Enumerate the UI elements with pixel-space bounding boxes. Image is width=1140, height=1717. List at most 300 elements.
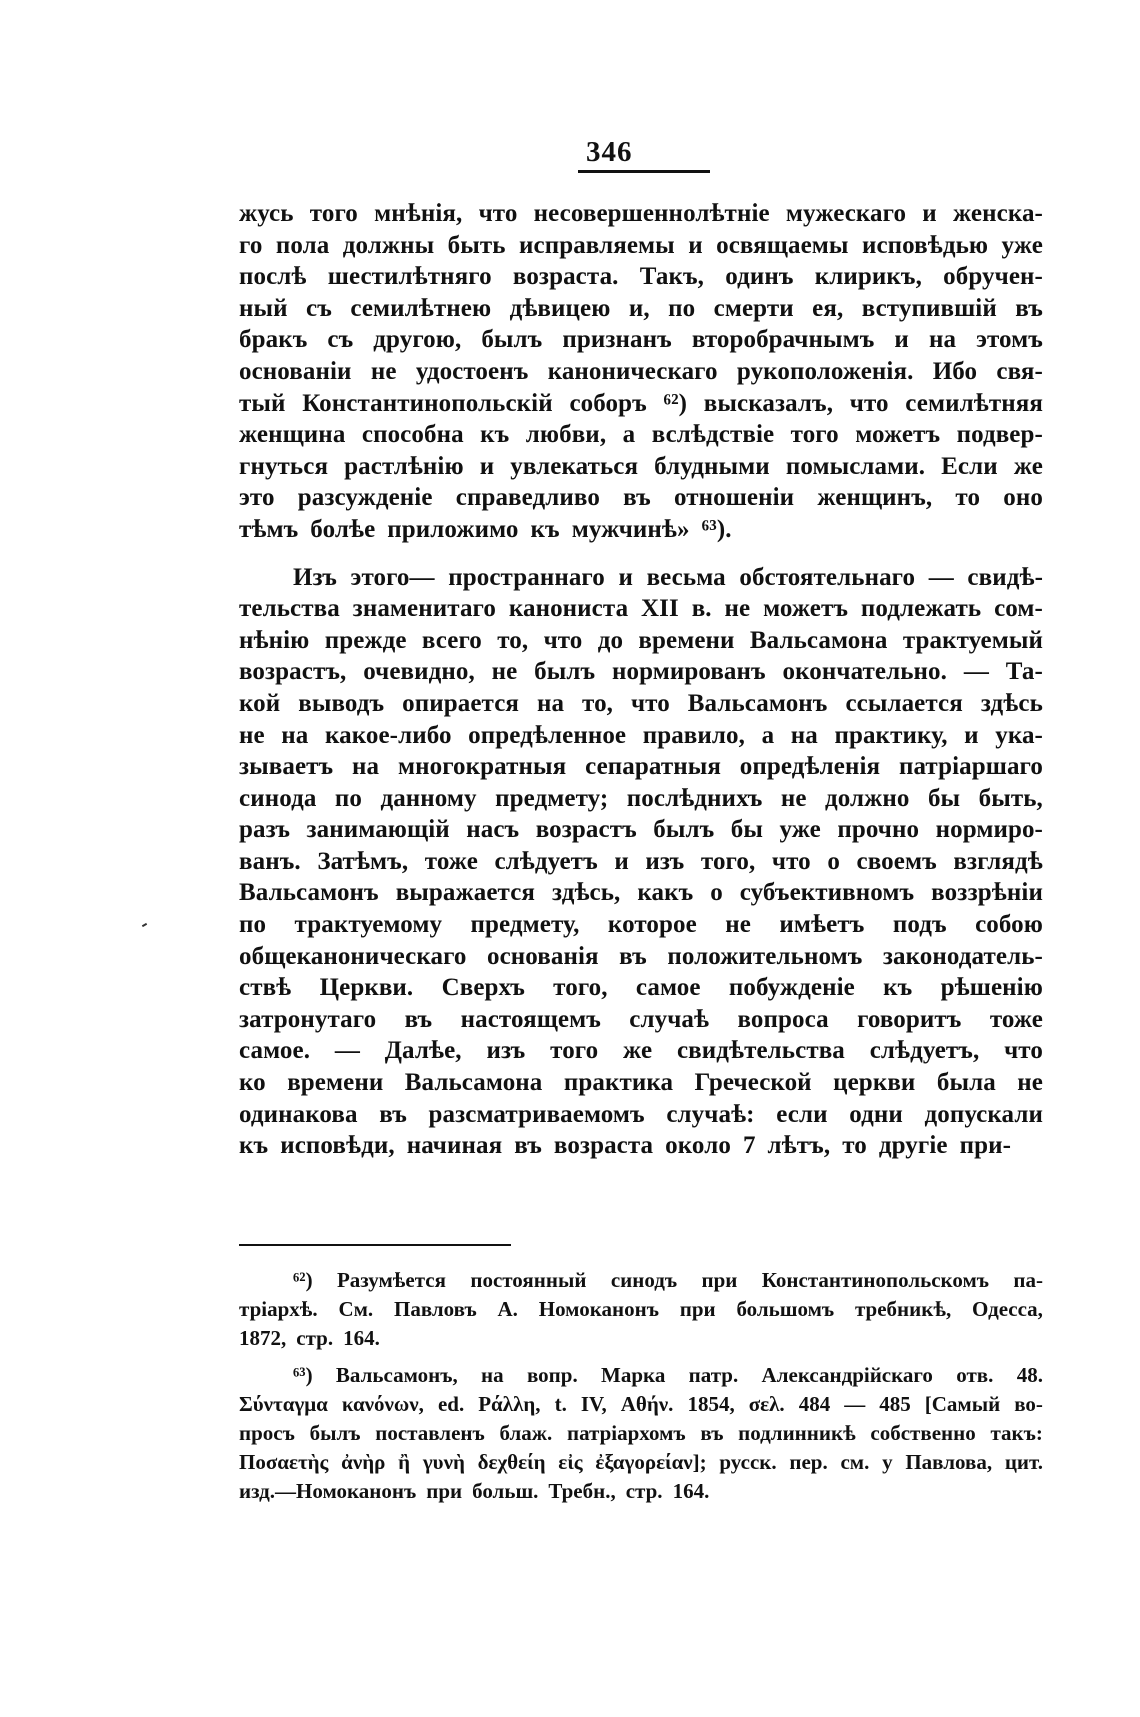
word: Ράλλη, (478, 1392, 541, 1416)
word: 485 (879, 1392, 911, 1416)
word: мнѣнія, (374, 200, 463, 227)
word: t. (554, 1392, 567, 1416)
word: исповѣдью (861, 231, 989, 259)
word: насъ (466, 816, 520, 844)
text-line (239, 390, 1043, 422)
word: нѣнію (239, 626, 310, 654)
word: и, (628, 294, 650, 322)
main-text (239, 200, 1043, 1164)
word: подъ (892, 911, 947, 939)
word: возрастъ (535, 816, 637, 844)
word: Если (941, 452, 998, 480)
word: Церкви. (319, 974, 414, 1002)
text-line (239, 263, 1043, 295)
word: изъ (645, 847, 685, 875)
text-line (239, 911, 1043, 943)
word: подлежать (860, 595, 982, 623)
text-line (239, 1132, 1043, 1164)
word: начиная (406, 1132, 503, 1160)
word: что (543, 626, 583, 654)
text-line (239, 943, 1043, 975)
word: къ (480, 421, 510, 449)
word: бы (927, 784, 961, 812)
word: Номоканонъ (538, 1297, 659, 1321)
word: говоритъ (857, 1005, 962, 1033)
word: законодатель- (882, 942, 1043, 970)
word: помыслами. (785, 452, 926, 480)
word: это (239, 484, 275, 512)
word: стр. (625, 1479, 663, 1503)
word: разсужденіе (297, 484, 433, 512)
word: ванъ. (239, 847, 301, 875)
word: вступившій (861, 294, 997, 322)
word: тый (239, 389, 286, 417)
word: и (614, 847, 629, 875)
word: данному (380, 784, 477, 812)
word: затронутаго (239, 1005, 377, 1033)
page-number-underline (578, 170, 710, 173)
word: приложимо (387, 515, 519, 543)
word: многократныя (397, 753, 567, 781)
word: пола (275, 231, 330, 259)
word: и (688, 231, 703, 259)
word: случаѣ (629, 1005, 710, 1033)
word: женска- (953, 200, 1043, 227)
word: послѣднихъ (626, 784, 763, 812)
word: одинъ (725, 263, 794, 291)
word: всего (421, 626, 482, 654)
word: См. (338, 1297, 374, 1321)
word: предмету; (495, 784, 609, 812)
word: пространнаго (448, 563, 605, 591)
word: основаніи (239, 357, 352, 385)
word: εἰς (558, 1450, 583, 1474)
word: быть (447, 231, 506, 259)
word: положительномъ (667, 942, 863, 970)
word: XII (641, 595, 679, 623)
word: можетъ (855, 421, 941, 449)
word: что (478, 200, 518, 227)
footnote-separator (239, 1244, 511, 1246)
word: Вальсамона (749, 626, 888, 654)
word: по (239, 911, 267, 939)
word: синода (239, 784, 317, 812)
word: свидѣ- (967, 563, 1043, 591)
word: клирикъ, (814, 263, 922, 291)
text-line (239, 658, 1043, 690)
word: Разумѣется (336, 1268, 446, 1292)
word: способна (361, 421, 464, 449)
word: и (964, 721, 979, 749)
text-line (239, 595, 1043, 627)
word: на (481, 1363, 504, 1387)
word: постоянный (470, 1268, 587, 1292)
word: ed. (437, 1392, 465, 1416)
word: тельства (239, 595, 340, 623)
word: ⁶²) (663, 389, 688, 417)
word: занимающій (306, 816, 450, 844)
word: Павловъ (393, 1297, 477, 1321)
word: опредѣленія (739, 753, 881, 781)
word: Греческой (694, 1069, 812, 1097)
word: сепаратныя (585, 753, 721, 781)
word: — (963, 658, 989, 686)
word: κανόνων, (341, 1392, 424, 1416)
word: былъ (309, 1421, 361, 1445)
word: которое (607, 911, 697, 939)
word: у (882, 1450, 893, 1474)
word: — (334, 1037, 360, 1065)
word: ⁶²) (293, 1268, 313, 1292)
word: то, (582, 689, 614, 717)
word: цит. (1004, 1450, 1043, 1474)
word: Константинопольскій (302, 389, 553, 417)
word: δεχθείη (477, 1450, 546, 1474)
word: второбрачнымъ (691, 326, 875, 354)
word: ⁶³). (701, 515, 732, 543)
word: во- (1014, 1392, 1043, 1416)
word: настоящемъ (460, 1005, 601, 1033)
word: Марка (601, 1363, 666, 1387)
word: IV, (580, 1392, 607, 1416)
word: быть, (978, 784, 1043, 812)
word: собственно (870, 1421, 976, 1445)
word: подвер- (956, 421, 1043, 449)
word: въ (514, 1132, 542, 1160)
word: окончательно. (782, 658, 948, 686)
word: а (622, 421, 636, 449)
word: если (776, 1100, 828, 1128)
word: несовершеннолѣтніе (533, 200, 770, 227)
word: каноническаго (547, 357, 718, 385)
word: на (928, 326, 957, 354)
word: требникѣ, (854, 1297, 952, 1321)
word: съ (327, 326, 354, 354)
footnote-63-line (239, 1421, 1043, 1450)
word: то, (497, 626, 529, 654)
text-line (239, 753, 1043, 785)
word: самое. (239, 1037, 311, 1065)
word: и (894, 326, 909, 354)
word: А. (497, 1297, 518, 1321)
footnote-62-line (239, 1297, 1043, 1326)
word: былъ (481, 326, 543, 354)
word: Ποσαετὴς (239, 1450, 329, 1474)
word: должны (342, 231, 435, 259)
word: ⁶³) (293, 1363, 313, 1387)
text-line (239, 1101, 1043, 1133)
word: что (630, 689, 670, 717)
word: въ (619, 942, 647, 970)
word: Σύνταγμα (239, 1392, 328, 1416)
word: семилѣтнею (350, 294, 492, 322)
footnote-gap (239, 1355, 1043, 1363)
word: случаѣ: (666, 1100, 755, 1128)
word: здѣсь, (552, 879, 621, 907)
word: предмету, (470, 911, 580, 939)
word: взглядѣ (953, 847, 1043, 875)
text-line (239, 484, 1043, 516)
word: прочно (837, 816, 920, 844)
word: разъ (239, 816, 290, 844)
word: — (844, 1392, 866, 1416)
word: о (710, 879, 723, 907)
word: 1854, (687, 1392, 735, 1416)
word: основанія (487, 942, 599, 970)
word: послѣ (239, 263, 307, 291)
word: же (623, 1037, 653, 1065)
word: Александрійскаго (761, 1363, 933, 1387)
word: слѣдуетъ, (869, 1037, 980, 1065)
word: въ (404, 1005, 433, 1033)
word: былъ (653, 816, 715, 844)
footnote-63-line (239, 1392, 1043, 1421)
text-line (239, 232, 1043, 264)
word: возраста (553, 1132, 654, 1160)
word: патріаршаго (898, 753, 1043, 781)
text-line (239, 848, 1043, 880)
text-line (239, 326, 1043, 358)
word: Сверхъ (441, 974, 525, 1002)
word: сом- (994, 595, 1043, 623)
word: ἀνὴρ (341, 1450, 386, 1474)
word: большомъ (736, 1297, 835, 1321)
word: освящаемы (716, 231, 849, 259)
word: практика (563, 1069, 674, 1097)
word: въ (700, 1421, 724, 1445)
word: пер. (789, 1450, 828, 1474)
word: другою, (373, 326, 462, 354)
word: подлинникѣ (738, 1421, 856, 1445)
word: ἐξαγορείαν]; (595, 1450, 707, 1474)
word: къ (530, 515, 560, 543)
word: того, (700, 847, 756, 875)
word: до (597, 626, 624, 654)
text-line (239, 816, 1043, 848)
word: при (426, 1479, 463, 1503)
word: патр. (688, 1363, 739, 1387)
word: опирается (402, 689, 520, 717)
word: и (618, 563, 633, 591)
word: не (724, 595, 751, 623)
word: разсматриваемомъ (428, 1100, 645, 1128)
word: трактуемому (294, 911, 443, 939)
word: при (701, 1268, 738, 1292)
text-line (239, 358, 1043, 390)
word: къ (883, 974, 913, 1002)
word: знаменитаго (352, 595, 496, 623)
word: самое (635, 974, 701, 1002)
word: женщина (239, 421, 346, 449)
word: не (1017, 1069, 1043, 1097)
text-line (239, 453, 1043, 485)
word: того (790, 421, 839, 449)
word: не (725, 911, 751, 939)
word: былъ (534, 658, 596, 686)
word: исправляемы (519, 231, 675, 259)
word: не (239, 721, 265, 749)
word: практику, (834, 721, 948, 749)
word: обстоятельнаго (739, 563, 916, 591)
word: мужескаго (785, 200, 907, 227)
word: же (1013, 452, 1043, 480)
word: — (928, 563, 954, 591)
word: изд.—Номоканонъ (239, 1479, 417, 1503)
word: не (491, 658, 518, 686)
word: своемъ (856, 847, 937, 875)
word: и (922, 200, 937, 227)
word: бракъ (239, 326, 308, 354)
word: тріархѣ. (239, 1297, 318, 1321)
word: Требн., (548, 1479, 616, 1503)
word: Αθήν. (620, 1392, 674, 1416)
word: русск. (719, 1450, 777, 1474)
word: этого— (350, 563, 435, 591)
word: была (936, 1069, 996, 1097)
word: одинакова (239, 1100, 358, 1128)
word: обручен- (943, 263, 1043, 291)
word: 164. (343, 1326, 380, 1350)
word: что (1004, 1037, 1043, 1065)
word: стр. (296, 1326, 334, 1350)
word: одни (849, 1100, 903, 1128)
word: дѣвицею (509, 294, 611, 322)
word: вопр. (526, 1363, 578, 1387)
word: на (790, 721, 818, 749)
footnote-62-line (239, 1268, 1043, 1297)
word: высказалъ, (703, 389, 834, 417)
word: побужденіе (728, 974, 855, 1002)
word: на (536, 689, 565, 717)
word: ко (239, 1069, 266, 1097)
word: изъ (486, 1037, 526, 1065)
word: то (842, 1132, 867, 1160)
word: Ибо (932, 357, 978, 385)
word: поставленъ (375, 1421, 485, 1445)
word: справедливо (455, 484, 600, 512)
word: признанъ (562, 326, 672, 354)
word: оно (1003, 484, 1043, 512)
word: синодъ (610, 1268, 678, 1292)
word: о (827, 847, 840, 875)
word: гнуться (239, 452, 329, 480)
word: Та- (1005, 658, 1043, 686)
footnotes (239, 1268, 1043, 1508)
word: рукоположенія. (736, 357, 914, 385)
word: женщинъ, (817, 484, 933, 512)
word: отв. (956, 1363, 994, 1387)
word: около (665, 1132, 731, 1160)
word: γυνὴ (422, 1450, 465, 1474)
word: вслѣдствіе (651, 421, 775, 449)
word: ея, (812, 294, 844, 322)
word: должно (825, 784, 910, 812)
word: 484 (798, 1392, 831, 1416)
word: допускали (924, 1100, 1043, 1128)
word: см. (840, 1450, 870, 1474)
word: слѣдуетъ (494, 847, 598, 875)
word: Вальсамона (404, 1069, 543, 1097)
word: [Самый (924, 1392, 1001, 1416)
word: трактуемый (902, 626, 1043, 654)
word: нормиро- (935, 816, 1043, 844)
word: опредѣленное (468, 721, 627, 749)
word: па- (1013, 1268, 1043, 1292)
word: растлѣнію (344, 452, 464, 480)
word: уже (779, 816, 821, 844)
text-line (239, 627, 1043, 659)
word: воззрѣніи (931, 879, 1043, 907)
word: этомъ (976, 326, 1043, 354)
footnote-63-line (239, 1450, 1043, 1479)
word: уже (1001, 231, 1043, 259)
text-line (239, 1006, 1043, 1038)
word: того (309, 200, 358, 227)
word: общеканоническаго (239, 942, 467, 970)
word: Одесса, (972, 1297, 1043, 1321)
word: в. (691, 595, 712, 623)
word: какъ (637, 879, 694, 907)
word: нормированъ (611, 658, 766, 686)
word: въ (379, 1100, 407, 1128)
word: зываетъ (239, 753, 334, 781)
footnote-62-line (239, 1326, 1043, 1355)
word: въ (623, 484, 651, 512)
word: собою (975, 911, 1043, 939)
word: Изъ (293, 563, 337, 591)
word: ука- (995, 721, 1043, 749)
word: шестилѣтняго (327, 263, 492, 291)
word: какое-либо (324, 721, 452, 749)
word: Далѣе, (384, 1037, 462, 1065)
word: прежде (324, 626, 407, 654)
word: очевидно, (363, 658, 475, 686)
word: удостоенъ (415, 357, 529, 385)
word: σελ. (748, 1392, 785, 1416)
word: свидѣтельства (676, 1037, 845, 1065)
text-line (239, 974, 1043, 1006)
word: субъективномъ (739, 879, 915, 907)
word: 1872, (239, 1326, 287, 1350)
text-line (239, 200, 1043, 232)
word: ἢ (398, 1450, 411, 1474)
word: другіе (878, 1132, 948, 1160)
word: любви, (525, 421, 607, 449)
text-line (239, 421, 1043, 453)
word: Павлова, (905, 1450, 993, 1474)
word: 164. (672, 1479, 710, 1503)
word: по (668, 294, 696, 322)
word: канониста (508, 595, 629, 623)
word: Затѣмъ, (317, 847, 409, 875)
word: тоже (989, 1005, 1043, 1033)
word: Такъ, (639, 263, 705, 291)
word: возраста. (512, 263, 619, 291)
page-number: 346 (586, 136, 633, 168)
word: ссылается (845, 689, 963, 717)
word: блаж. (499, 1421, 553, 1445)
text-line (239, 295, 1043, 327)
word: правило, (642, 721, 745, 749)
word: лѣтъ, (767, 1132, 831, 1160)
word: имѣетъ (779, 911, 865, 939)
word: отношеніи (673, 484, 795, 512)
word: къ (239, 1132, 269, 1160)
text-line (239, 785, 1043, 817)
word: церкви (833, 1069, 916, 1097)
word: тоже (424, 847, 478, 875)
word: рѣшенію (940, 974, 1043, 1002)
